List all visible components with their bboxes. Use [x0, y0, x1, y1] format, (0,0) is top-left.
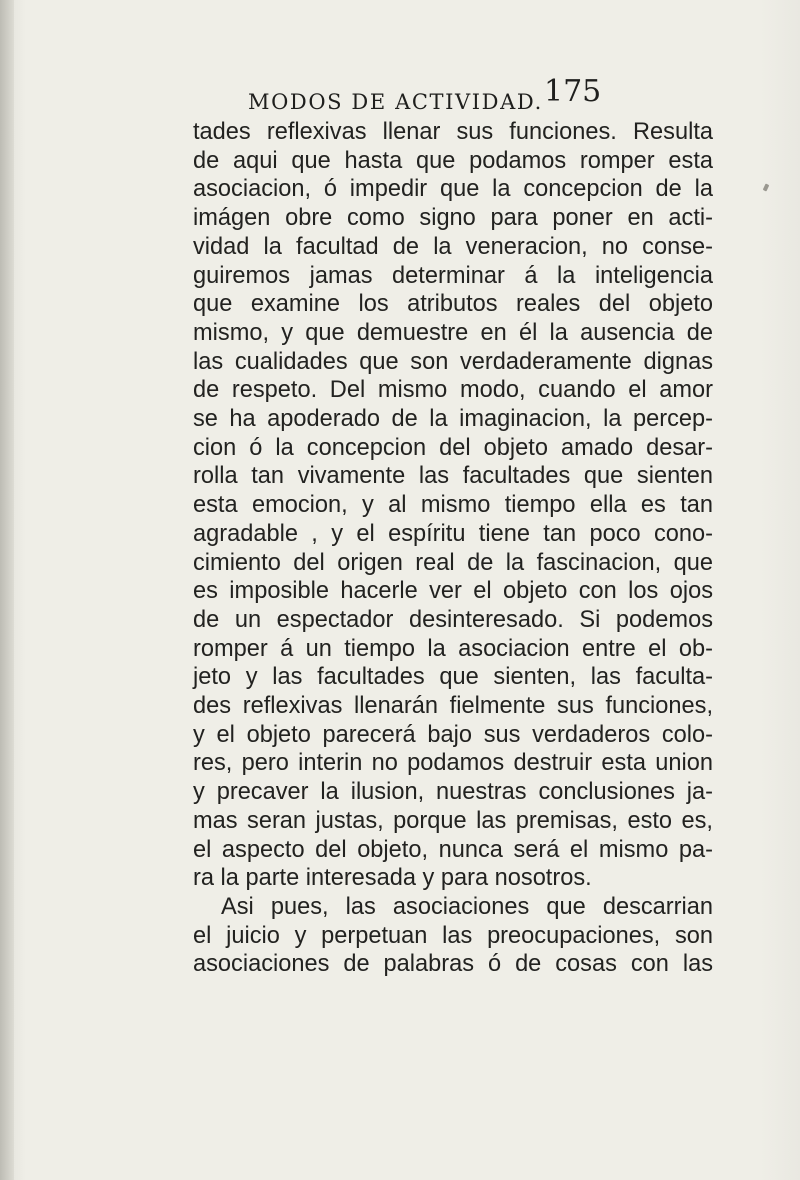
text-line: se ha apoderado de la imaginacion, la percep- [193, 406, 713, 433]
text-line: mismo, y que demuestre en él la ausencia de [193, 319, 713, 346]
text-line-paragraph-start: Asi pues, las asociaciones que descarrian [221, 893, 713, 920]
text-line: y precaver la ilusion, nuestras conclusiones ja- [193, 779, 713, 806]
text-line: de aqui que hasta que podamos romper esta [193, 147, 713, 174]
text-line: de respeto. Del mismo modo, cuando el amor [193, 377, 713, 404]
text-line: mas seran justas, porque las premisas, esto es, [193, 807, 713, 834]
page-header [248, 70, 608, 118]
body-text [193, 118, 713, 979]
text-line: asociacion, ó impedir que la concepcion de la [193, 176, 713, 203]
text-line: agradable , y el espíritu tiene tan poco cono- [193, 520, 713, 547]
text-line: asociaciones de palabras ó de cosas con las [193, 951, 713, 978]
text-line: des reflexivas llenarán fielmente sus funciones, [193, 693, 713, 720]
text-line: y el objeto parecerá bajo sus verdaderos colo- [193, 721, 713, 748]
text-line: es imposible hacerle ver el objeto con los ojos [193, 578, 713, 605]
text-line: vidad la facultad de la veneracion, no conse- [193, 233, 713, 260]
text-line: cimiento del origen real de la fascinacion, que [193, 549, 713, 576]
text-line: res, pero interin no podamos destruir esta union [193, 750, 713, 777]
page-speck [763, 183, 770, 191]
text-line: de un espectador desinteresado. Si podemos [193, 606, 713, 633]
text-line: que examine los atributos reales del objeto [193, 291, 713, 318]
text-line-paragraph-end: ra la parte interesada y para nosotros. [193, 865, 592, 892]
text-line: cion ó la concepcion del objeto amado desar- [193, 434, 713, 461]
text-line: romper á un tiempo la asociacion entre el ob- [193, 635, 713, 662]
page-number: 175 [544, 74, 602, 109]
book-spine-shadow [0, 0, 14, 1180]
text-line: el juicio y perpetuan las preocupaciones, son [193, 922, 713, 949]
text-line: las cualidades que son verdaderamente dignas [193, 348, 713, 375]
text-line: imágen obre como signo para poner en acti- [193, 205, 713, 232]
text-line: esta emocion, y al mismo tiempo ella es tan [193, 492, 713, 519]
text-line: rolla tan vivamente las facultades que sienten [193, 463, 713, 490]
text-line: jeto y las facultades que sienten, las faculta- [193, 664, 713, 691]
running-title: MODOS DE ACTIVIDAD. [248, 90, 543, 114]
text-line: el aspecto del objeto, nunca será el mismo pa- [193, 836, 713, 863]
text-line: guiremos jamas determinar á la inteligencia [193, 262, 713, 289]
text-line: tades reflexivas llenar sus funciones. Resulta [193, 119, 713, 145]
